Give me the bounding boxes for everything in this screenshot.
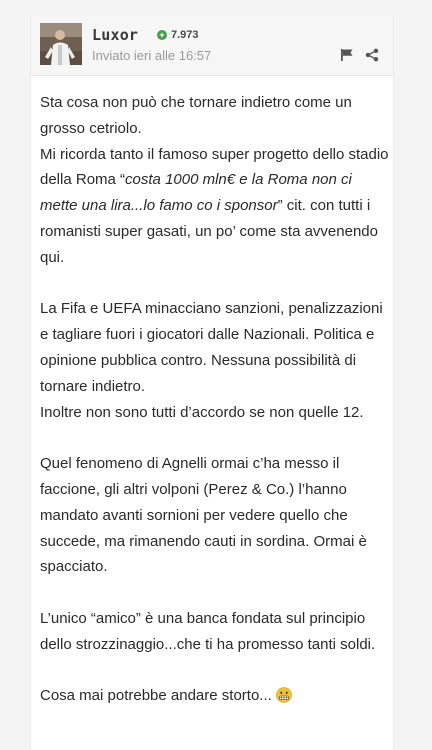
reputation-count: 7.973 [171,29,199,41]
author-name[interactable]: Luxor [92,26,139,44]
paragraph-2-line-a: La Fifa e UEFA minacciano sanzioni, penalizzazioni e tagliare fuori i giocatori dalle Nazionali. Politica e opinione pubblica contro. Nessuna possibilità di tornare indietro. [40,300,383,395]
post-content [40,90,390,735]
paragraph-5 [40,683,390,709]
flag-icon[interactable] [340,48,354,62]
paragraph-4: L’unico “amico” è una banca fondata sul principio dello strozzinaggio...che ti ha promesso tanti soldi. [40,609,376,653]
paragraph-5-text: Cosa mai potrebbe andare storto... [40,687,272,705]
paragraph-2 [40,296,390,425]
avatar[interactable] [40,23,82,65]
post-header [31,14,393,76]
post-date[interactable]: Inviato ieri alle 16:57 [92,48,212,63]
paragraph-2-line-b: Inoltre non sono tutti d’accordo se non quelle 12. [40,403,364,421]
paragraph-1 [40,90,390,271]
reputation-badge [157,29,199,41]
avatar-image [40,23,82,65]
plus-circle-icon: + [157,30,167,40]
grimacing-face-emoji-icon [276,687,292,703]
quote-text: costa 1000 mln€ e la Roma non ci mette una lira...lo famo co i sponsor [40,171,352,215]
paragraph-3: Quel fenomeno di Agnelli ormai c’ha messo il faccione, gli altri volponi (Perez & Co.) l’hanno mandato avanti sornioni per vedere quello che succede, ma rimanendo cauti in sordina. Ormai è spacciato. [40,455,367,576]
share-icon[interactable] [365,48,379,62]
paragraph-1-line-a: Sta cosa non può che tornare indietro come un grosso cetriolo. [40,94,352,137]
forum-post [30,14,394,750]
paragraph-1-line-c: ” cit. con tutti i romanisti super gasati, un po’ come sta avvenendo qui. [40,197,378,266]
paragraph-1-line-b: Mi ricorda tanto il famoso super progetto dello stadio della Roma “ [40,145,389,189]
